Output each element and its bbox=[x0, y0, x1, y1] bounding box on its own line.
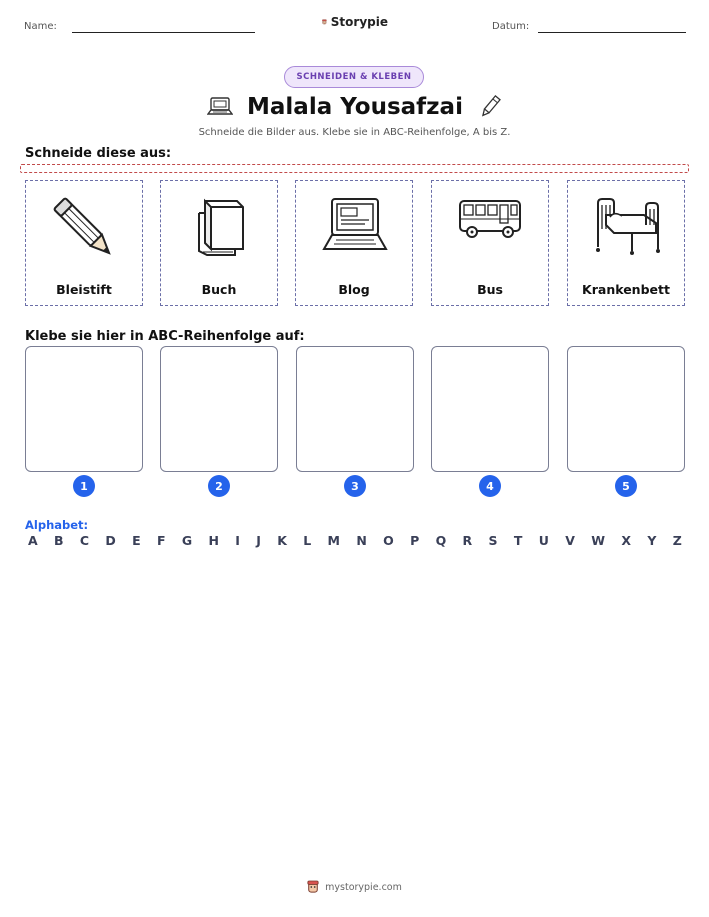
pencil-doodle-icon bbox=[477, 94, 503, 120]
card-label: Bus bbox=[477, 282, 503, 297]
alphabet-letter: H bbox=[208, 533, 219, 548]
brand-name: Storypie bbox=[330, 15, 388, 29]
bus-icon bbox=[456, 189, 526, 269]
alphabet-letter: Z bbox=[672, 533, 682, 548]
alphabet-letter: E bbox=[132, 533, 141, 548]
paste-slot-5[interactable] bbox=[567, 346, 685, 472]
storypie-mascot-icon bbox=[307, 880, 319, 894]
alphabet-letter: N bbox=[356, 533, 367, 548]
alphabet-letter: P bbox=[410, 533, 420, 548]
cut-section-label: Schneide diese aus: bbox=[25, 146, 172, 161]
paste-slot-3[interactable] bbox=[296, 346, 414, 472]
name-line bbox=[72, 32, 255, 33]
alphabet-letter: O bbox=[383, 533, 394, 548]
alphabet-letter: X bbox=[621, 533, 631, 548]
storypie-mascot-icon bbox=[322, 14, 327, 30]
slot-number-badge: 4 bbox=[479, 475, 501, 497]
laptop-doodle-icon bbox=[207, 96, 233, 118]
alphabet-letter: L bbox=[303, 533, 312, 548]
alphabet-letter: I bbox=[235, 533, 240, 548]
alphabet-row bbox=[28, 533, 682, 548]
alphabet-letter: U bbox=[538, 533, 549, 548]
slot-number-badge: 5 bbox=[615, 475, 637, 497]
alphabet-letter: B bbox=[54, 533, 64, 548]
alphabet-label: Alphabet: bbox=[25, 518, 89, 532]
alphabet-letter: K bbox=[277, 533, 287, 548]
slot-number-badge: 1 bbox=[73, 475, 95, 497]
footer bbox=[0, 880, 709, 894]
paste-section-label: Klebe sie hier in ABC-Reihenfolge auf: bbox=[25, 329, 305, 344]
laptop-icon bbox=[320, 189, 390, 269]
card-label: Bleistift bbox=[56, 282, 112, 297]
slot-number-badge: 3 bbox=[344, 475, 366, 497]
instructions: Schneide die Bilder aus. Klebe sie in ABC-Reihenfolge, A bis Z. bbox=[198, 127, 511, 138]
cutout-card-blog[interactable] bbox=[295, 180, 413, 306]
cutout-card-buch[interactable] bbox=[160, 180, 278, 306]
paste-slot-1[interactable] bbox=[25, 346, 143, 472]
book-icon bbox=[185, 189, 255, 269]
hospital-bed-icon bbox=[592, 189, 662, 269]
name-label: Name: bbox=[24, 21, 57, 32]
alphabet-letter: Q bbox=[435, 533, 447, 548]
cut-guide-line bbox=[20, 164, 689, 173]
page-title: Malala Yousafzai bbox=[247, 94, 463, 120]
activity-badge: SCHNEIDEN & KLEBEN bbox=[284, 66, 424, 88]
paste-slot-4[interactable] bbox=[431, 346, 549, 472]
alphabet-letter: F bbox=[156, 533, 166, 548]
pencil-icon bbox=[50, 189, 120, 269]
cutout-card-krankenbett[interactable] bbox=[567, 180, 685, 306]
alphabet-letter: S bbox=[488, 533, 498, 548]
paste-slot-2[interactable] bbox=[160, 346, 278, 472]
date-line bbox=[538, 32, 686, 33]
page-title-row bbox=[200, 90, 510, 124]
alphabet-letter: T bbox=[513, 533, 523, 548]
alphabet-letter: J bbox=[256, 533, 261, 548]
card-label: Blog bbox=[338, 282, 370, 297]
alphabet-letter: C bbox=[79, 533, 90, 548]
alphabet-letter: G bbox=[181, 533, 193, 548]
alphabet-letter: M bbox=[327, 533, 340, 548]
card-label: Krankenbett bbox=[582, 282, 670, 297]
brand-logo bbox=[322, 13, 388, 31]
footer-url[interactable]: mystorypie.com bbox=[325, 881, 402, 893]
card-label: Buch bbox=[201, 282, 237, 297]
date-label: Datum: bbox=[492, 21, 530, 32]
slot-number-badge: 2 bbox=[208, 475, 230, 497]
alphabet-letter: R bbox=[462, 533, 473, 548]
alphabet-letter: W bbox=[591, 533, 606, 548]
alphabet-letter: D bbox=[105, 533, 116, 548]
cutout-card-bleistift[interactable] bbox=[25, 180, 143, 306]
alphabet-letter: V bbox=[565, 533, 575, 548]
alphabet-letter: A bbox=[28, 533, 38, 548]
alphabet-letter: Y bbox=[647, 533, 657, 548]
cutout-card-bus[interactable] bbox=[431, 180, 549, 306]
